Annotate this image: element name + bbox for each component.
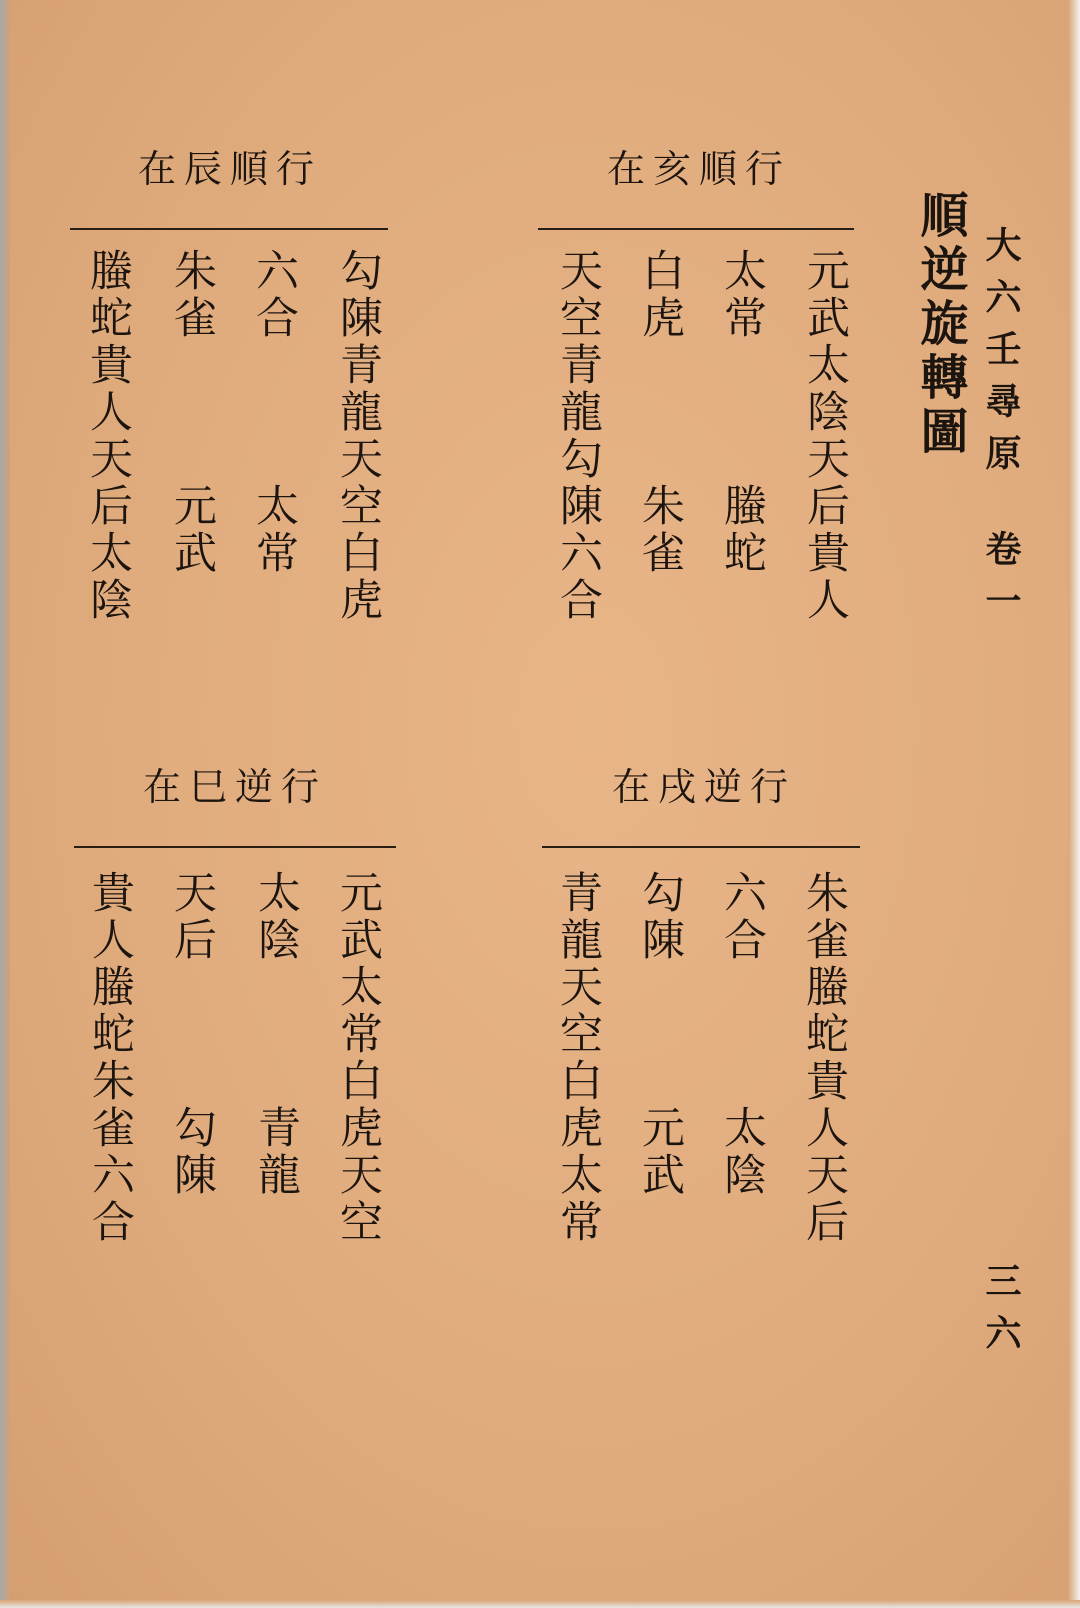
diagram-column: 元武太陰天后貴人 (800, 248, 850, 624)
diagram-title: 在亥順行 (607, 147, 792, 191)
diagram-column: 青龍天空白虎太常 (553, 870, 603, 1246)
diagram-column: 勾陳青龍天空白虎 (333, 248, 383, 624)
volume-label: 卷一 (980, 530, 1022, 634)
diagram-column: 六合 太陰 (717, 870, 767, 1199)
page-number: 三六 (980, 1262, 1022, 1366)
diagram-title: 在戌逆行 (612, 765, 797, 809)
page-right-edge (1068, 0, 1080, 1608)
diagram-column: 白虎 朱雀 (635, 248, 685, 577)
diagram-title: 在辰順行 (138, 147, 323, 191)
diagram-rule (538, 228, 854, 230)
diagram-column: 勾陳 元武 (635, 870, 685, 1199)
diagram-column: 朱雀螣蛇貴人天后 (799, 870, 849, 1246)
diagram-column: 六合 太常 (249, 248, 299, 577)
diagram-rule (74, 846, 396, 848)
diagram-column: 太陰 青龍 (251, 870, 301, 1199)
diagram-column: 天空青龍勾陳六合 (553, 248, 603, 624)
diagram-column: 螣蛇貴人天后太陰 (83, 248, 133, 624)
diagram-column: 貴人螣蛇朱雀六合 (85, 870, 135, 1246)
figure-title: 順逆旋轉圖 (912, 190, 968, 460)
diagram-rule (70, 228, 388, 230)
book-title: 大六壬尋原 (980, 226, 1022, 486)
diagram-column: 太常 螣蛇 (717, 248, 767, 577)
diagram-column: 元武太常白虎天空 (333, 870, 383, 1246)
diagram-column: 天后 勾陳 (167, 870, 217, 1199)
diagram-title: 在巳逆行 (143, 765, 328, 809)
page-left-edge (0, 0, 10, 1608)
page-bottom-edge (0, 1600, 1080, 1608)
diagram-column: 朱雀 元武 (167, 248, 217, 577)
diagram-rule (542, 846, 860, 848)
